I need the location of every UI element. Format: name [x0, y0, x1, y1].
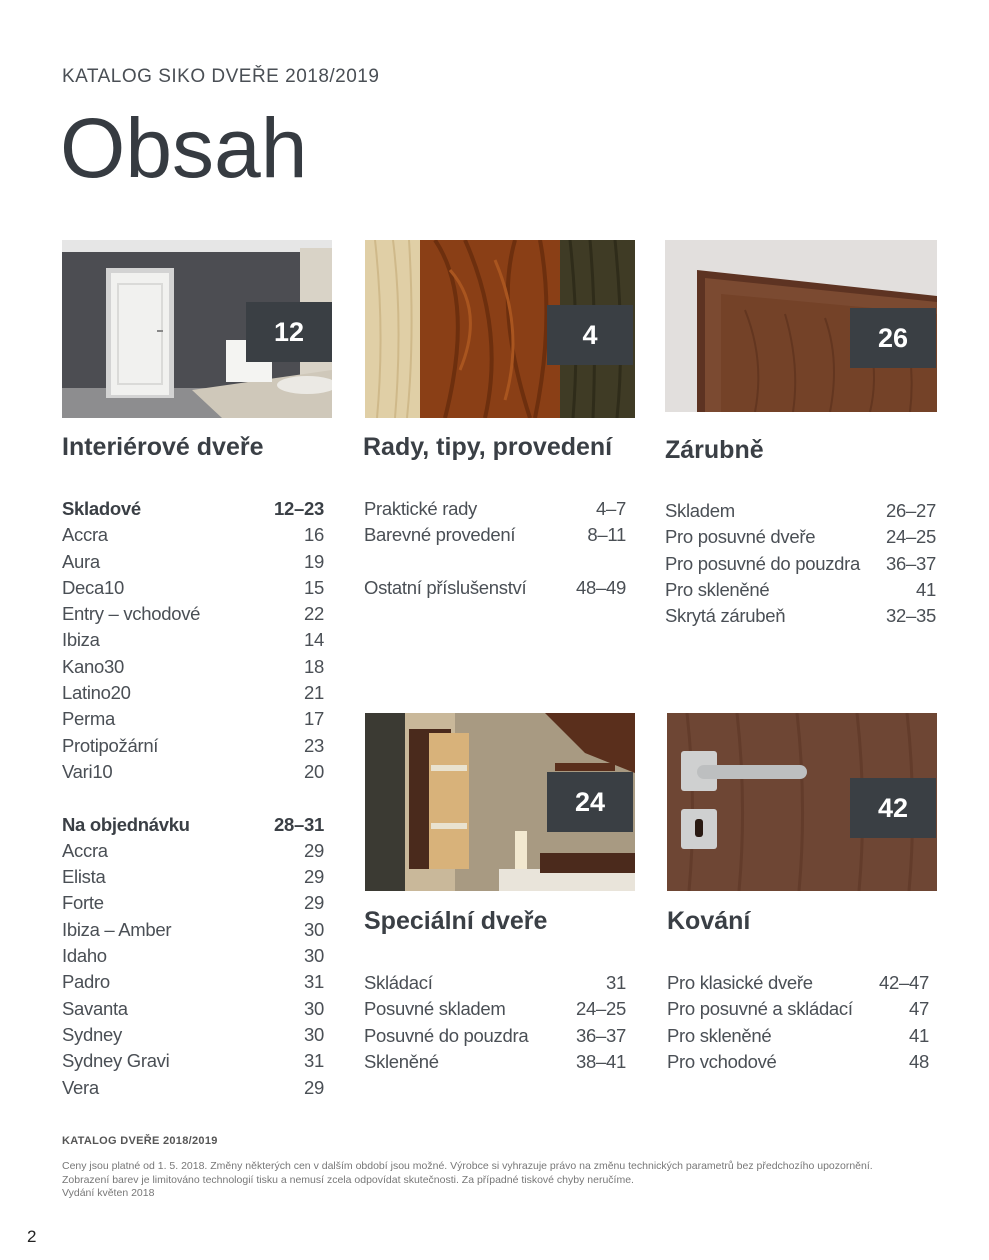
toc-pages: 41 — [916, 578, 936, 600]
toc-pages: 16 — [304, 524, 324, 546]
toc-list-special — [364, 970, 626, 1075]
toc-label: Skládací — [364, 972, 433, 993]
page-badge-frames: 26 — [850, 308, 936, 368]
toc-label: Forte — [62, 892, 104, 914]
toc-item[interactable] — [62, 996, 324, 1022]
toc-pages: 48 — [909, 1050, 929, 1072]
toc-label: Aura — [62, 550, 100, 572]
toc-pages: 47 — [909, 998, 929, 1020]
toc-pages: 31 — [606, 972, 626, 993]
toc-pages: 48–49 — [576, 576, 626, 598]
toc-label: Barevné provedení — [364, 524, 516, 546]
toc-item[interactable] — [62, 549, 324, 575]
section-title-special: Speciální dveře — [364, 907, 548, 935]
toc-label: Entry – vchodové — [62, 603, 201, 625]
page-number: 2 — [27, 1227, 37, 1246]
toc-pages: 24–25 — [886, 526, 936, 548]
toc-item[interactable] — [364, 575, 626, 601]
toc-pages: 36–37 — [886, 552, 936, 574]
toc-item[interactable] — [62, 522, 324, 548]
toc-pages: 18 — [304, 655, 324, 677]
toc-item[interactable] — [364, 522, 626, 548]
toc-label: Sydney — [62, 1023, 122, 1045]
toc-item[interactable] — [62, 627, 324, 653]
toc-pages: 30 — [304, 997, 324, 1019]
toc-item[interactable] — [667, 996, 929, 1022]
toc-item[interactable] — [62, 917, 324, 943]
toc-item[interactable] — [62, 969, 324, 995]
toc-label: Deca10 — [62, 576, 124, 598]
toc-pages: 8–11 — [587, 524, 626, 546]
toc-label: Sydney Gravi — [62, 1050, 170, 1072]
toc-pages: 14 — [304, 629, 324, 651]
toc-item[interactable] — [364, 1049, 626, 1075]
toc-item[interactable] — [62, 706, 324, 732]
page-badge-hardware: 42 — [850, 778, 936, 838]
toc-pages: 12–23 — [274, 498, 324, 519]
toc-pages: 15 — [304, 576, 324, 598]
toc-label: Protipožární — [62, 734, 159, 756]
toc-pages: 42–47 — [879, 972, 929, 993]
toc-label: Pro skleněné — [665, 578, 770, 600]
toc-item[interactable] — [665, 551, 936, 577]
toc-label: Skrytá zárubeň — [665, 605, 786, 627]
sliding-door-photo — [365, 713, 635, 891]
toc-item[interactable] — [665, 577, 936, 603]
toc-pages: 30 — [304, 945, 324, 967]
toc-group-head[interactable] — [62, 496, 324, 522]
toc-item[interactable] — [665, 524, 936, 550]
toc-label: Ibiza — [62, 629, 100, 651]
toc-label: Posuvné skladem — [364, 998, 506, 1020]
toc-label: Skladem — [665, 500, 735, 521]
toc-label: Padro — [62, 971, 110, 993]
toc-pages: 29 — [304, 892, 324, 914]
toc-pages: 20 — [304, 760, 324, 782]
toc-item[interactable] — [364, 496, 626, 522]
toc-label: Na objednávku — [62, 813, 190, 835]
toc-list-interior — [62, 496, 324, 1101]
page-badge-interior: 12 — [246, 302, 332, 362]
toc-pages: 4–7 — [596, 498, 626, 519]
toc-item[interactable] — [62, 680, 324, 706]
page-title: Obsah — [60, 101, 308, 195]
toc-item[interactable] — [62, 890, 324, 916]
toc-label: Vera — [62, 1076, 99, 1098]
toc-label: Elista — [62, 866, 106, 888]
toc-list-tips — [364, 496, 626, 601]
toc-pages: 23 — [304, 734, 324, 756]
toc-label: Praktické rady — [364, 498, 478, 519]
toc-pages: 36–37 — [576, 1024, 626, 1046]
toc-label: Ostatní příslušenství — [364, 576, 527, 598]
footer-disclaimer — [62, 1160, 952, 1201]
section-title-frames: Zárubně — [665, 436, 764, 464]
toc-label: Latino20 — [62, 682, 131, 704]
toc-item[interactable] — [667, 1023, 929, 1049]
toc-item[interactable] — [665, 498, 936, 524]
toc-pages: 29 — [304, 839, 324, 861]
toc-pages: 30 — [304, 1023, 324, 1045]
footer-line: Vydání květen 2018 — [62, 1187, 155, 1199]
toc-label: Savanta — [62, 997, 128, 1019]
toc-item[interactable] — [364, 970, 626, 996]
toc-label: Skleněné — [364, 1050, 439, 1072]
toc-label: Accra — [62, 839, 108, 861]
page-badge-tips: 4 — [547, 305, 633, 365]
section-title-hardware: Kování — [667, 907, 751, 935]
wood-samples-photo — [365, 240, 635, 418]
toc-label: Posuvné do pouzdra — [364, 1024, 529, 1046]
toc-pages: 31 — [304, 1050, 324, 1072]
toc-pages: 29 — [304, 866, 324, 888]
toc-pages: 17 — [304, 708, 324, 730]
toc-list-frames — [665, 498, 936, 629]
catalog-label: KATALOG SIKO DVEŘE 2018/2019 — [62, 66, 380, 87]
toc-label: Accra — [62, 524, 108, 546]
toc-item[interactable] — [62, 654, 324, 680]
toc-label: Pro posuvné dveře — [665, 526, 816, 548]
toc-label: Pro klasické dveře — [667, 972, 813, 993]
toc-pages: 29 — [304, 1076, 324, 1098]
toc-pages: 31 — [304, 971, 324, 993]
toc-pages: 38–41 — [576, 1050, 626, 1072]
toc-label: Kano30 — [62, 655, 124, 677]
toc-pages: 21 — [304, 682, 324, 704]
toc-label: Pro posuvné do pouzdra — [665, 552, 860, 574]
toc-item[interactable] — [665, 603, 936, 629]
section-title-interior: Interiérové dveře — [62, 433, 264, 461]
page-badge-special: 24 — [547, 772, 633, 832]
toc-pages: 24–25 — [576, 998, 626, 1020]
toc-pages: 41 — [909, 1024, 929, 1046]
toc-item[interactable] — [667, 1049, 929, 1075]
toc-item[interactable] — [62, 601, 324, 627]
section-title-tips: Rady, tipy, provedení — [363, 433, 613, 461]
footer-line: Ceny jsou platné od 1. 5. 2018. Změny některých cen v dalším období jsou možné. Výrobce si vyhrazuje právo na změnu technických parametrů bez předchozího upozornění. — [62, 1160, 873, 1172]
toc-label: Ibiza – Amber — [62, 918, 172, 940]
toc-label: Pro posuvné a skládací — [667, 998, 853, 1020]
toc-pages: 32–35 — [886, 605, 936, 627]
footer-title: KATALOG DVEŘE 2018/2019 — [62, 1135, 218, 1147]
toc-list-hardware — [667, 970, 929, 1075]
toc-item[interactable] — [62, 733, 324, 759]
toc-item[interactable] — [62, 759, 324, 785]
toc-pages: 26–27 — [886, 500, 936, 521]
toc-item[interactable] — [62, 1075, 324, 1101]
door-frame-photo — [665, 240, 937, 412]
toc-pages: 19 — [304, 550, 324, 572]
toc-item[interactable] — [62, 575, 324, 601]
toc-label: Vari10 — [62, 760, 113, 782]
toc-label: Pro vchodové — [667, 1050, 777, 1072]
toc-label: Pro skleněné — [667, 1024, 772, 1046]
toc-label: Idaho — [62, 945, 107, 967]
toc-pages: 22 — [304, 603, 324, 625]
toc-label: Skladové — [62, 498, 141, 519]
toc-item[interactable] — [364, 996, 626, 1022]
toc-item[interactable] — [62, 864, 324, 890]
toc-pages: 30 — [304, 918, 324, 940]
toc-item[interactable] — [364, 1023, 626, 1049]
toc-label: Perma — [62, 708, 115, 730]
interior-door-photo — [62, 240, 332, 418]
toc-item[interactable] — [62, 943, 324, 969]
toc-item[interactable] — [62, 1022, 324, 1048]
toc-group-head[interactable] — [62, 812, 324, 838]
toc-item[interactable] — [62, 1048, 324, 1074]
door-handle-photo — [667, 713, 937, 891]
footer-line: Zobrazení barev je limitováno technologií tisku a nemusí zcela odpovídat skutečnosti. Za případné tiskové chyby neručíme. — [62, 1173, 634, 1186]
toc-item[interactable] — [667, 970, 929, 996]
toc-item[interactable] — [62, 838, 324, 864]
toc-pages: 28–31 — [274, 813, 324, 835]
